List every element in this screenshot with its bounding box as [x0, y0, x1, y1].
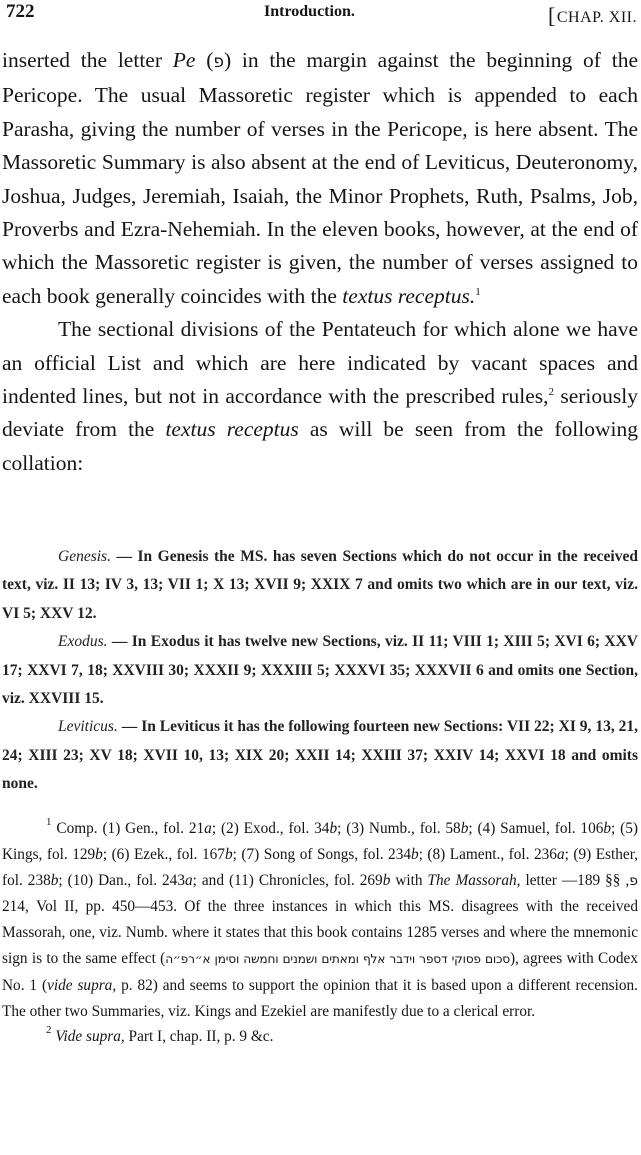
- text-run: ; (8) Lament., fol. 236: [418, 845, 557, 863]
- collation-text: — In Exodus it has twelve new Sections, viz. II 11; VIII 1; XIII 5; XVI 6; XXV 17; XXVI 7, 18; XXVIII 30; XXXII 9; XXXIII 5; XXXVI 35; XXXVII 6 and omits one Section, viz. XXVIII 15.: [2, 633, 638, 708]
- book-name: Leviticus.: [58, 718, 118, 736]
- text-run: letter: [520, 871, 562, 889]
- footnote-2: [2, 1024, 638, 1050]
- text-run: ) in the margin against the beginning of the Pericope. The usual Massoretic register which is appended to each Parasha, giving the number of verses in the Pericope, is here absent. The Massoretic Summary is also absent at the end of Leviticus, Deuteronomy, Joshua, Judges, Jeremiah, Isaiah, the Minor Prophets, Ruth, Psalms, Job, Proverbs and Ezra-Nehemiah. In the eleven books, however, at the end of which the Massoretic register is given, the number of verses assigned to each book generally coincides with the: [2, 48, 638, 308]
- text-run: ; (6) Ezek., fol. 167: [102, 845, 225, 863]
- vide-supra: Vide supra,: [55, 1028, 125, 1046]
- vide-supra: vide supra,: [47, 976, 117, 994]
- paragraph-1: [2, 44, 638, 313]
- text-run: ; (7) Song of Songs, fol. 234: [232, 845, 411, 863]
- text-run: (: [195, 48, 214, 72]
- footnote-mark: 2: [46, 1024, 52, 1037]
- text-run: ; (10) Dan., fol. 243: [58, 871, 185, 889]
- text-run: ), agrees with Codex No. 1 (: [2, 949, 638, 994]
- running-title: Introduction.: [264, 3, 355, 20]
- text-run: , §§ 189—214, Vol II, pp. 450—453. Of the three instances in which this MS. disagrees with the received Massorah, one, viz. Numb. where it states that this book contains 1285 verses and where the mnemonic sign is to the same effect (: [2, 871, 638, 967]
- text-run: ; and (11) Chronicles, fol. 269: [192, 871, 383, 889]
- collation-genesis: [2, 543, 638, 628]
- folio-side: a: [204, 820, 212, 837]
- footnote-ref-2[interactable]: 2: [548, 386, 555, 399]
- text-run: ; (9) Esther, fol. 238: [2, 845, 639, 889]
- folio-side: b: [50, 871, 59, 889]
- chapter-label: [548, 2, 637, 28]
- text-run: seriously deviate from the: [2, 384, 638, 442]
- hebrew-summary: סכום פסוקי דספר וידבר אלף ומאתים ושמנים וחמשה וסימן א״רפ״ה: [165, 951, 510, 966]
- footnote-1: [2, 816, 638, 1024]
- textus-receptus: textus receptus.: [342, 283, 476, 308]
- folio-side: b: [95, 845, 103, 863]
- folio-side: b: [411, 845, 419, 863]
- text-run: The sectional divisions of the Pentateuch for which alone we have an official List and which are here indicated by vacant spaces and indented lines, but not in accordance with the prescribed rules,: [2, 317, 638, 409]
- hebrew-letter: פ: [213, 52, 224, 72]
- book-name: Genesis.: [58, 548, 111, 565]
- pe-word: Pe: [172, 48, 196, 72]
- text-run: ; (3) Numb., fol. 58: [337, 820, 461, 837]
- page-number: 722: [6, 1, 35, 22]
- footnote-mark: 1: [46, 816, 52, 828]
- collation-text: — In Leviticus it has the following fourteen new Sections: VII 22; XI 9, 13, 21, 24; XIII 23; XV 18; XVII 10, 13; XIX 20; XXII 14; XXIII 37; XXIV 14; XXVI 18 and omits none.: [2, 718, 638, 793]
- folio-side: b: [382, 871, 391, 889]
- folio-side: b: [329, 820, 338, 837]
- collation-text: — In Genesis the MS. has seven Sections which do not occur in the received text, viz. II 13; IV 3, 13; VII 1; X 13; XVII 9; XXIX 7 and omits two which are in our text, viz. VI 5; XXV 12.: [2, 548, 638, 622]
- running-header: [6, 0, 637, 30]
- main-text: [2, 44, 638, 480]
- massorah-title: The Massorah,: [427, 871, 521, 889]
- folio-side: a: [556, 845, 565, 863]
- paragraph-2: [2, 313, 638, 480]
- book-name: Exodus.: [58, 633, 108, 651]
- folio-side: a: [184, 871, 193, 889]
- text-run: ; (4) Samuel, fol. 106: [468, 820, 604, 837]
- collation-exodus: [2, 628, 638, 713]
- hebrew-letter: פ: [629, 872, 638, 889]
- collation-leviticus: [2, 713, 638, 798]
- text-run: as will be seen from the following collation:: [2, 417, 638, 475]
- text-run: inserted the letter: [2, 48, 173, 72]
- bracket-mark: [: [548, 3, 556, 28]
- footnotes: [2, 816, 638, 1050]
- folio-side: b: [224, 845, 233, 863]
- text-run: ; (2) Exod., fol. 34: [211, 820, 330, 837]
- chapter-text: CHAP. XII.: [556, 9, 637, 26]
- footnote-ref-1[interactable]: 1: [475, 285, 481, 298]
- text-run: Comp. (1) Gen., fol. 21: [51, 820, 205, 837]
- text-run: p. 82) and seems to support the opinion that it is based upon a different recension. The other two Summaries, viz. Kings and Ezekiel are manifestly due to a clerical error.: [2, 976, 638, 1020]
- text-run: with: [390, 871, 428, 889]
- text-run: ; (5) Kings, fol. 129: [2, 820, 639, 863]
- folio-side: b: [603, 820, 612, 837]
- collation-list: [2, 543, 638, 799]
- text-run: Part I, chap. II, p. 9 &c.: [124, 1028, 274, 1046]
- textus-receptus: textus receptus: [165, 417, 299, 442]
- folio-side: b: [460, 820, 469, 837]
